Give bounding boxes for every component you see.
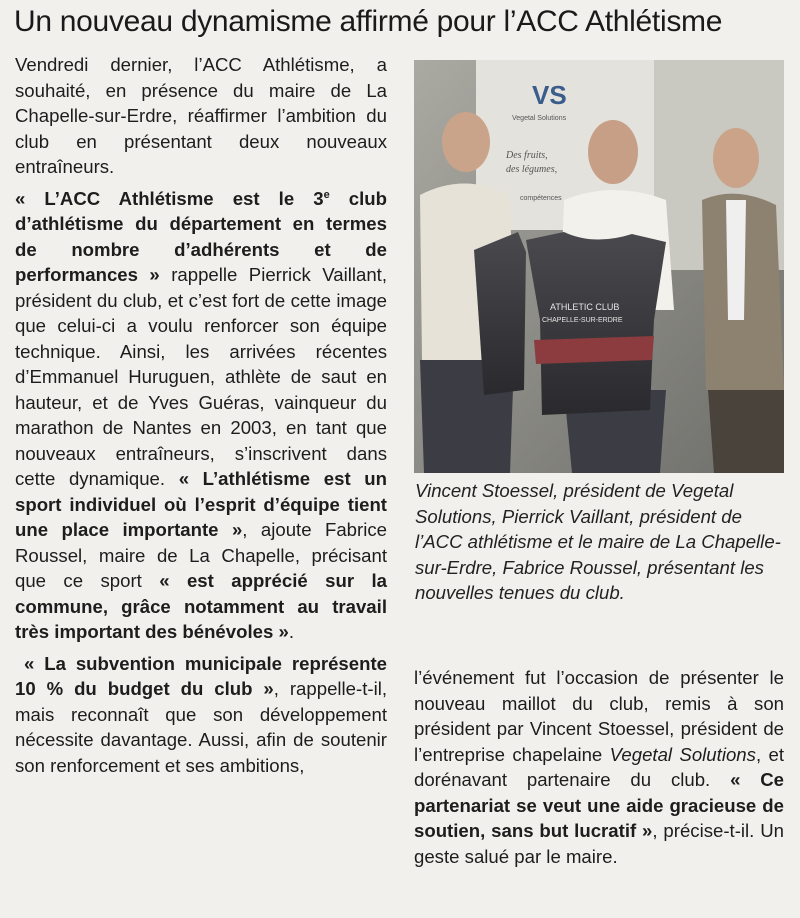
banner-text-2: des légumes,: [506, 164, 558, 175]
jersey-text-2: CHAPELLE-SUR-ERDRE: [542, 317, 623, 324]
photo-caption: Vincent Stoessel, président de Vegetal Solutions, Pierrick Vaillant, président de l’ACC athlétisme et le maire de La Chapelle-sur-Erdre, Fabrice Roussel, présentant les nouvelles tenues du club.: [415, 480, 781, 603]
quote-team-spirit: « L’athlétisme est un sport individuel où l’esprit d’équipe tient une place importante »: [15, 468, 387, 540]
quote-club-ranking: « L’ACC Athlétisme est le 3e club d’athlétisme du département en termes de nombre d’adhérents et de performances »: [15, 187, 387, 285]
paragraph-jersey: l’événement fut l’occasion de présenter le nouveau maillot du club, remis à son président par Vincent Stoessel, président de l’entreprise chapelaine Vegetal Solutions, et dorénavant partenaire du club. « Ce partenariat se veut une aide gracieuse de soutien, sans but lucratif », précise-t-il. Un geste salué par le maire.: [414, 667, 785, 867]
right-column: [414, 665, 784, 869]
banner-logo-text: VS: [532, 80, 567, 110]
jersey-text-1: ATHLETIC CLUB: [550, 302, 620, 312]
banner-text-1: Des fruits,: [506, 150, 548, 161]
quote-partnership: « Ce partenariat se veut une aide gracieuse de soutien, sans but lucratif »: [414, 769, 785, 841]
paragraph-subsidy: « La subvention municipale représente 10 % du budget du club », rappelle-t-il, mais reconnaît que son développement nécessite davantage. Aussi, afin de soutenir son renforcement et ses ambitions,: [15, 652, 387, 776]
left-column: [15, 52, 387, 778]
quote-subsidy: « La subvention municipale représente 10 % du budget du club »: [15, 652, 387, 699]
banner-text-3: compétences: [520, 195, 562, 202]
paragraph-intro: Vendredi dernier, l’ACC Athlétisme, a souhaité, en présence du maire de La Chapelle-sur-Erdre, réaffirmer l’ambition du club en présentant deux nouveaux entraîneurs.: [15, 54, 387, 177]
paragraph-club-quote: « L’ACC Athlétisme est le 3e club d’athlétisme du département en termes de nombre d’adhérents et de performances » rappelle Pierrick Vaillant, président du club, et c’est fort de cette image que celui-ci a voulu renforcer son équipe technique. Ainsi, les arrivées récentes d’Emmanuel Huruguen, athlète de saut en hauteur, et de Yves Guéras, vainqueur du marathon de Nantes en 2003, en tant que nouveaux entraîneurs, s’inscrivent dans cette dynamique. « L’athlétisme est un sport individuel où l’esprit d’équipe tient une place importante », ajoute Fabrice Roussel, maire de La Chapelle, précisant que ce sport « est apprécié sur la commune, grâce notamment au travail très important des bénévoles ».: [15, 187, 387, 642]
banner-sub-text: Vegetal Solutions: [512, 115, 567, 122]
photo-illustration: [414, 60, 784, 473]
article-headline: Un nouveau dynamisme affirmé pour l’ACC Athlétisme: [14, 5, 723, 38]
quote-volunteers: « est apprécié sur la commune, grâce notamment au travail très important des bénévoles »: [15, 570, 387, 642]
article-photo: [414, 60, 784, 473]
company-name: Vegetal Solutions: [609, 743, 756, 765]
